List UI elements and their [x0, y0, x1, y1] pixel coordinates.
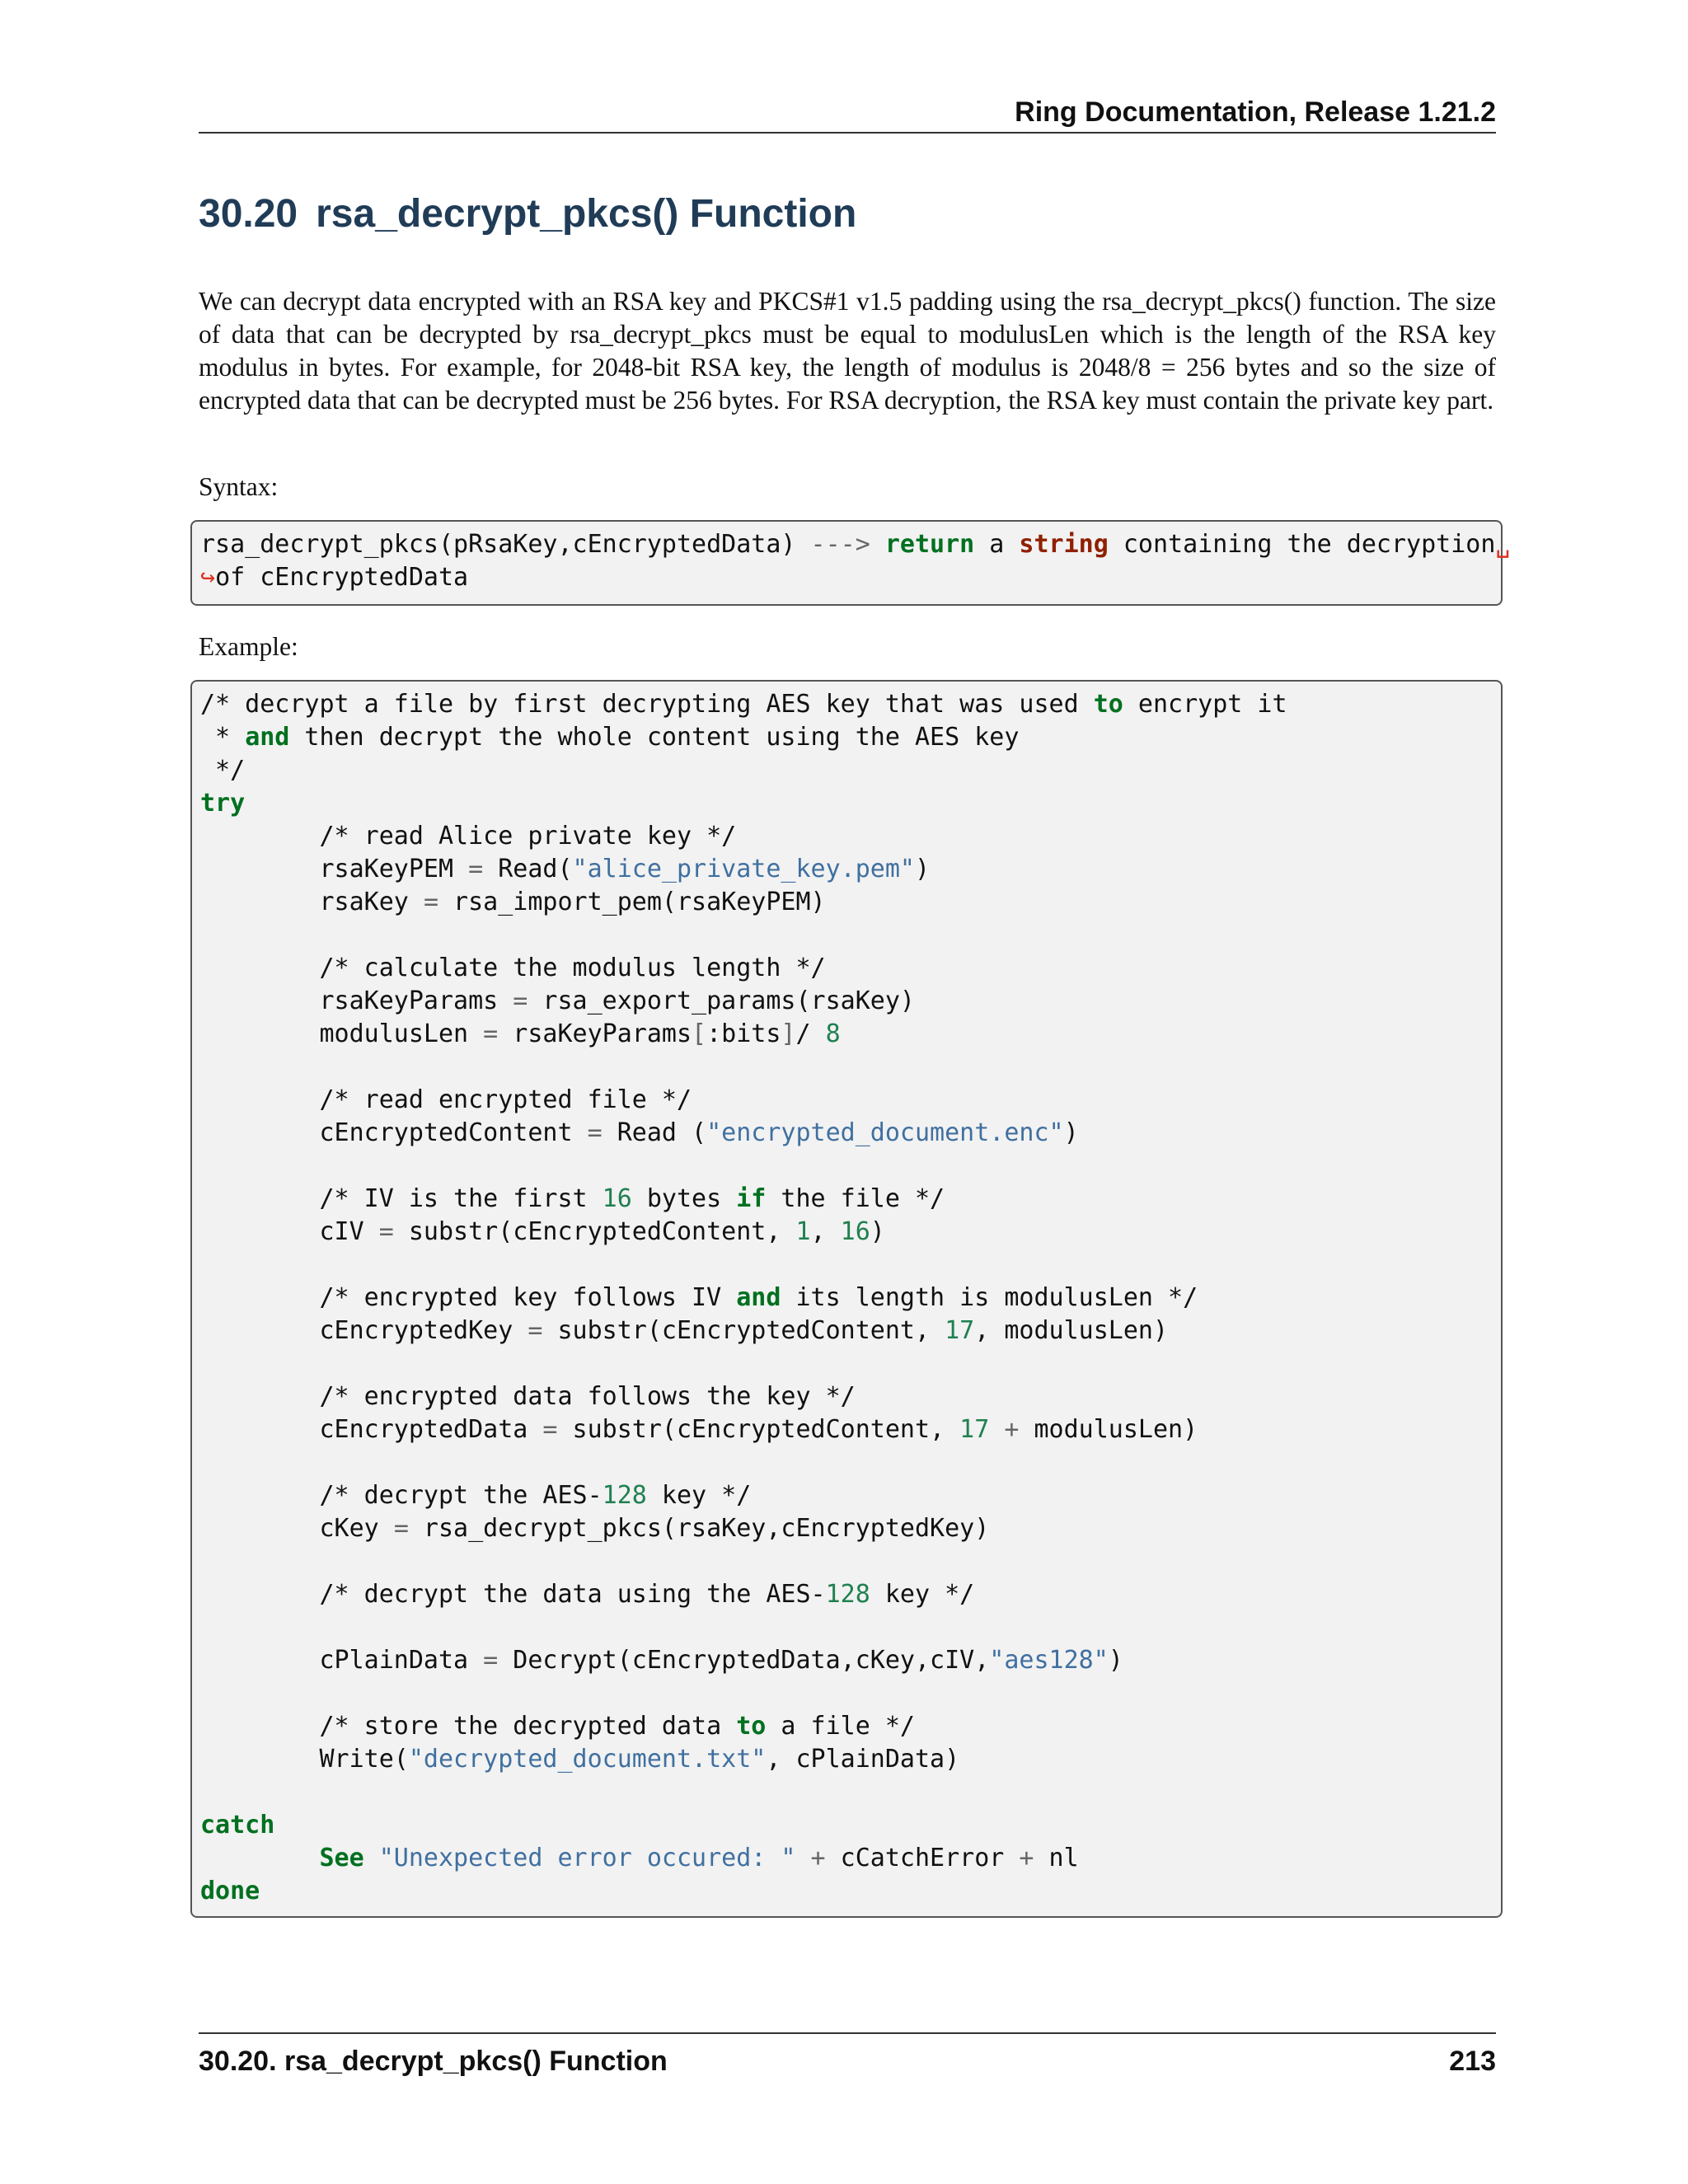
- code-token: "decrypted_document.txt": [408, 1745, 767, 1774]
- code-token: [: [692, 1019, 707, 1048]
- code-token: 17: [945, 1316, 975, 1345]
- code-token: =: [513, 987, 528, 1015]
- code-token: rsa_import_pem(rsaKeyPEM): [438, 888, 826, 916]
- code-token: catch: [200, 1811, 275, 1840]
- code-token: [795, 1844, 810, 1872]
- code-token: rsa_export_params(rsaKey): [528, 987, 915, 1015]
- code-line: [200, 1347, 1501, 1380]
- code-token: rsaKeyPEM: [200, 855, 469, 883]
- code-token: bytes: [631, 1184, 737, 1213]
- code-token: cPlainData: [200, 1646, 484, 1675]
- code-token: [870, 530, 885, 559]
- code-token: =: [587, 1118, 603, 1147]
- page-number: 213: [1449, 2046, 1496, 2077]
- code-line: [200, 1479, 1501, 1512]
- code-token: , cPlainData): [766, 1745, 960, 1774]
- code-token: rsa_decrypt_pkcs(rsaKey,cEncryptedKey): [408, 1514, 990, 1543]
- code-token: a file */: [766, 1712, 915, 1741]
- code-token: cCatchError: [825, 1844, 1020, 1872]
- code-token: then decrypt the whole content using the AES key: [289, 723, 1020, 752]
- code-line: [200, 1644, 1501, 1677]
- example-label: Example:: [199, 632, 298, 661]
- code-token: =: [528, 1316, 543, 1345]
- code-token: to: [736, 1712, 767, 1741]
- section-title: rsa_decrypt_pkcs() Function: [316, 192, 857, 236]
- code-line: [200, 1842, 1501, 1875]
- code-token: its length is modulusLen */: [781, 1283, 1198, 1312]
- code-token: 1: [795, 1217, 811, 1246]
- code-token: *: [200, 723, 246, 752]
- code-token: /* read encrypted file */: [200, 1085, 692, 1114]
- code-line: [200, 1743, 1501, 1776]
- code-token: +: [1004, 1415, 1020, 1444]
- code-token: ): [1108, 1646, 1123, 1675]
- header-title: Ring Documentation, Release 1.21.2: [1015, 96, 1496, 128]
- code-token: modulusLen: [200, 1019, 484, 1048]
- code-token: ): [870, 1217, 885, 1246]
- code-token: /* encrypted data follows the key */: [200, 1382, 856, 1411]
- code-line: [200, 1051, 1501, 1084]
- code-token: containing the decryption: [1108, 530, 1496, 559]
- code-line: [200, 1315, 1501, 1347]
- syntax-code: [192, 522, 1511, 594]
- code-token: /* store the decrypted data: [200, 1712, 737, 1741]
- code-line: [200, 1677, 1501, 1710]
- code-line: [200, 561, 1501, 594]
- code-token: and: [736, 1283, 781, 1312]
- code-token: cEncryptedKey: [200, 1316, 528, 1345]
- code-token: Read(: [483, 855, 573, 883]
- code-token: to: [1093, 690, 1123, 719]
- section-number: 30.20: [199, 192, 298, 236]
- code-token: done: [200, 1877, 260, 1905]
- code-token: string: [1019, 530, 1109, 559]
- code-token: Read (: [602, 1118, 707, 1147]
- code-token: , modulusLen): [974, 1316, 1169, 1345]
- code-line: [200, 1776, 1501, 1809]
- code-token: return: [884, 530, 975, 559]
- code-token: rsaKey: [200, 888, 424, 916]
- code-token: +: [810, 1844, 826, 1872]
- code-token: of cEncryptedData: [215, 563, 469, 592]
- code-line: [200, 1710, 1501, 1743]
- code-token: =: [393, 1514, 409, 1543]
- example-code-block: [190, 680, 1503, 1918]
- code-line: [200, 985, 1501, 1018]
- code-token: ]: [781, 1019, 796, 1048]
- code-token: cIV: [200, 1217, 379, 1246]
- code-token: =: [483, 1019, 499, 1048]
- code-line: [200, 919, 1501, 952]
- code-line: [200, 528, 1511, 561]
- code-token: key */: [646, 1481, 752, 1510]
- code-token: rsaKeyParams: [498, 1019, 692, 1048]
- code-token: :bits: [706, 1019, 781, 1048]
- code-token: See: [319, 1844, 364, 1872]
- code-line: [200, 1446, 1501, 1479]
- code-line: [200, 1018, 1501, 1051]
- code-token: cEncryptedContent: [200, 1118, 588, 1147]
- code-token: 16: [602, 1184, 632, 1213]
- code-line: [200, 886, 1501, 919]
- code-token: modulusLen): [1019, 1415, 1198, 1444]
- code-token: ): [1063, 1118, 1079, 1147]
- code-line: [200, 1545, 1501, 1578]
- code-token: "alice_private_key.pem": [572, 855, 915, 883]
- code-line: [200, 1249, 1501, 1282]
- code-token: /* decrypt a file by first decrypting AES key that was used: [200, 690, 1094, 719]
- code-token: =: [423, 888, 438, 916]
- code-line: [200, 754, 1501, 787]
- code-token: key */: [870, 1580, 975, 1609]
- code-token: a: [974, 530, 1020, 559]
- running-header: [199, 92, 1496, 134]
- code-token: /* decrypt the data using the AES-: [200, 1580, 826, 1609]
- code-token: "encrypted_document.enc": [706, 1118, 1064, 1147]
- code-token: 8: [825, 1019, 841, 1048]
- code-line: [200, 1150, 1501, 1183]
- code-token: ): [914, 855, 931, 883]
- intro-paragraph: We can decrypt data encrypted with an RSA key and PKCS#1 v1.5 padding using the rsa_decrypt_pkcs() function. The size of data that can be decrypted by rsa_decrypt_pkcs must be equal to modulusLen which is the length of the RSA key modulus in bytes. For example, for 2048-bit RSA key, the length of modulus is 2048/8 = 256 bytes and so the size of encrypted data that can be decrypted must be 256 bytes. For RSA decryption, the RSA key must contain the private key part.: [199, 287, 1496, 415]
- code-token: Write(: [200, 1745, 409, 1774]
- code-token: 128: [825, 1580, 870, 1609]
- example-code: [192, 682, 1501, 1908]
- code-line: [200, 1216, 1501, 1249]
- code-token: [364, 1844, 379, 1872]
- code-token: /* read Alice private key */: [200, 822, 737, 851]
- running-footer: [199, 2032, 1496, 2083]
- code-line: [200, 952, 1501, 985]
- code-line: [200, 1611, 1501, 1644]
- code-token: 16: [840, 1217, 870, 1246]
- code-line: [200, 721, 1501, 754]
- code-line: [200, 1117, 1501, 1150]
- code-token: if: [736, 1184, 767, 1213]
- code-token: =: [542, 1415, 558, 1444]
- code-line: [200, 688, 1501, 721]
- code-token: and: [245, 723, 290, 752]
- code-line: [200, 1282, 1501, 1315]
- code-token: rsaKeyParams: [200, 987, 513, 1015]
- code-line: [200, 1380, 1501, 1413]
- code-token: "Unexpected error occured: ": [378, 1844, 796, 1872]
- code-token: nl: [1034, 1844, 1079, 1872]
- code-token: ,: [810, 1217, 841, 1246]
- code-token: try: [200, 789, 246, 818]
- code-token: cEncryptedData: [200, 1415, 543, 1444]
- code-line: [200, 820, 1501, 853]
- code-token: +: [1019, 1844, 1034, 1872]
- code-line: [200, 1875, 1501, 1908]
- syntax-code-block: [190, 520, 1511, 606]
- code-token: substr(cEncryptedContent,: [557, 1415, 960, 1444]
- footer-section-title: 30.20. rsa_decrypt_pkcs() Function: [199, 2046, 668, 2077]
- code-token: "aes128": [989, 1646, 1109, 1675]
- code-line: [200, 1084, 1501, 1117]
- code-line: [200, 1512, 1501, 1545]
- code-token: /* encrypted key follows IV: [200, 1283, 737, 1312]
- syntax-label: Syntax:: [199, 472, 279, 501]
- code-token: =: [378, 1217, 394, 1246]
- code-token: --->: [810, 530, 870, 559]
- code-token: 128: [602, 1481, 647, 1510]
- code-line: [200, 1809, 1501, 1842]
- code-line: [200, 1183, 1501, 1216]
- code-line: [200, 787, 1501, 820]
- code-token: =: [468, 855, 484, 883]
- code-line: [200, 1413, 1501, 1446]
- code-token: /: [795, 1019, 826, 1048]
- code-line: [200, 853, 1501, 886]
- code-token: cKey: [200, 1514, 394, 1543]
- code-token: encrypt it: [1123, 690, 1287, 719]
- code-token: =: [483, 1646, 499, 1675]
- code-token: substr(cEncryptedContent,: [393, 1217, 796, 1246]
- code-token: rsa_decrypt_pkcs(pRsaKey,cEncryptedData): [200, 530, 811, 559]
- code-token: ␣: [1495, 530, 1511, 559]
- code-line: [200, 1578, 1501, 1611]
- code-token: */: [200, 756, 246, 785]
- code-token: /* decrypt the AES-: [200, 1481, 603, 1510]
- code-token: ↪: [200, 563, 216, 592]
- code-token: substr(cEncryptedContent,: [542, 1316, 945, 1345]
- section-heading: [199, 191, 856, 237]
- code-token: /* calculate the modulus length */: [200, 954, 826, 982]
- code-token: [989, 1415, 1004, 1444]
- code-token: [200, 1844, 320, 1872]
- code-token: 17: [959, 1415, 990, 1444]
- code-token: the file */: [766, 1184, 945, 1213]
- code-token: Decrypt(cEncryptedData,cKey,cIV,: [498, 1646, 990, 1675]
- code-token: /* IV is the first: [200, 1184, 603, 1213]
